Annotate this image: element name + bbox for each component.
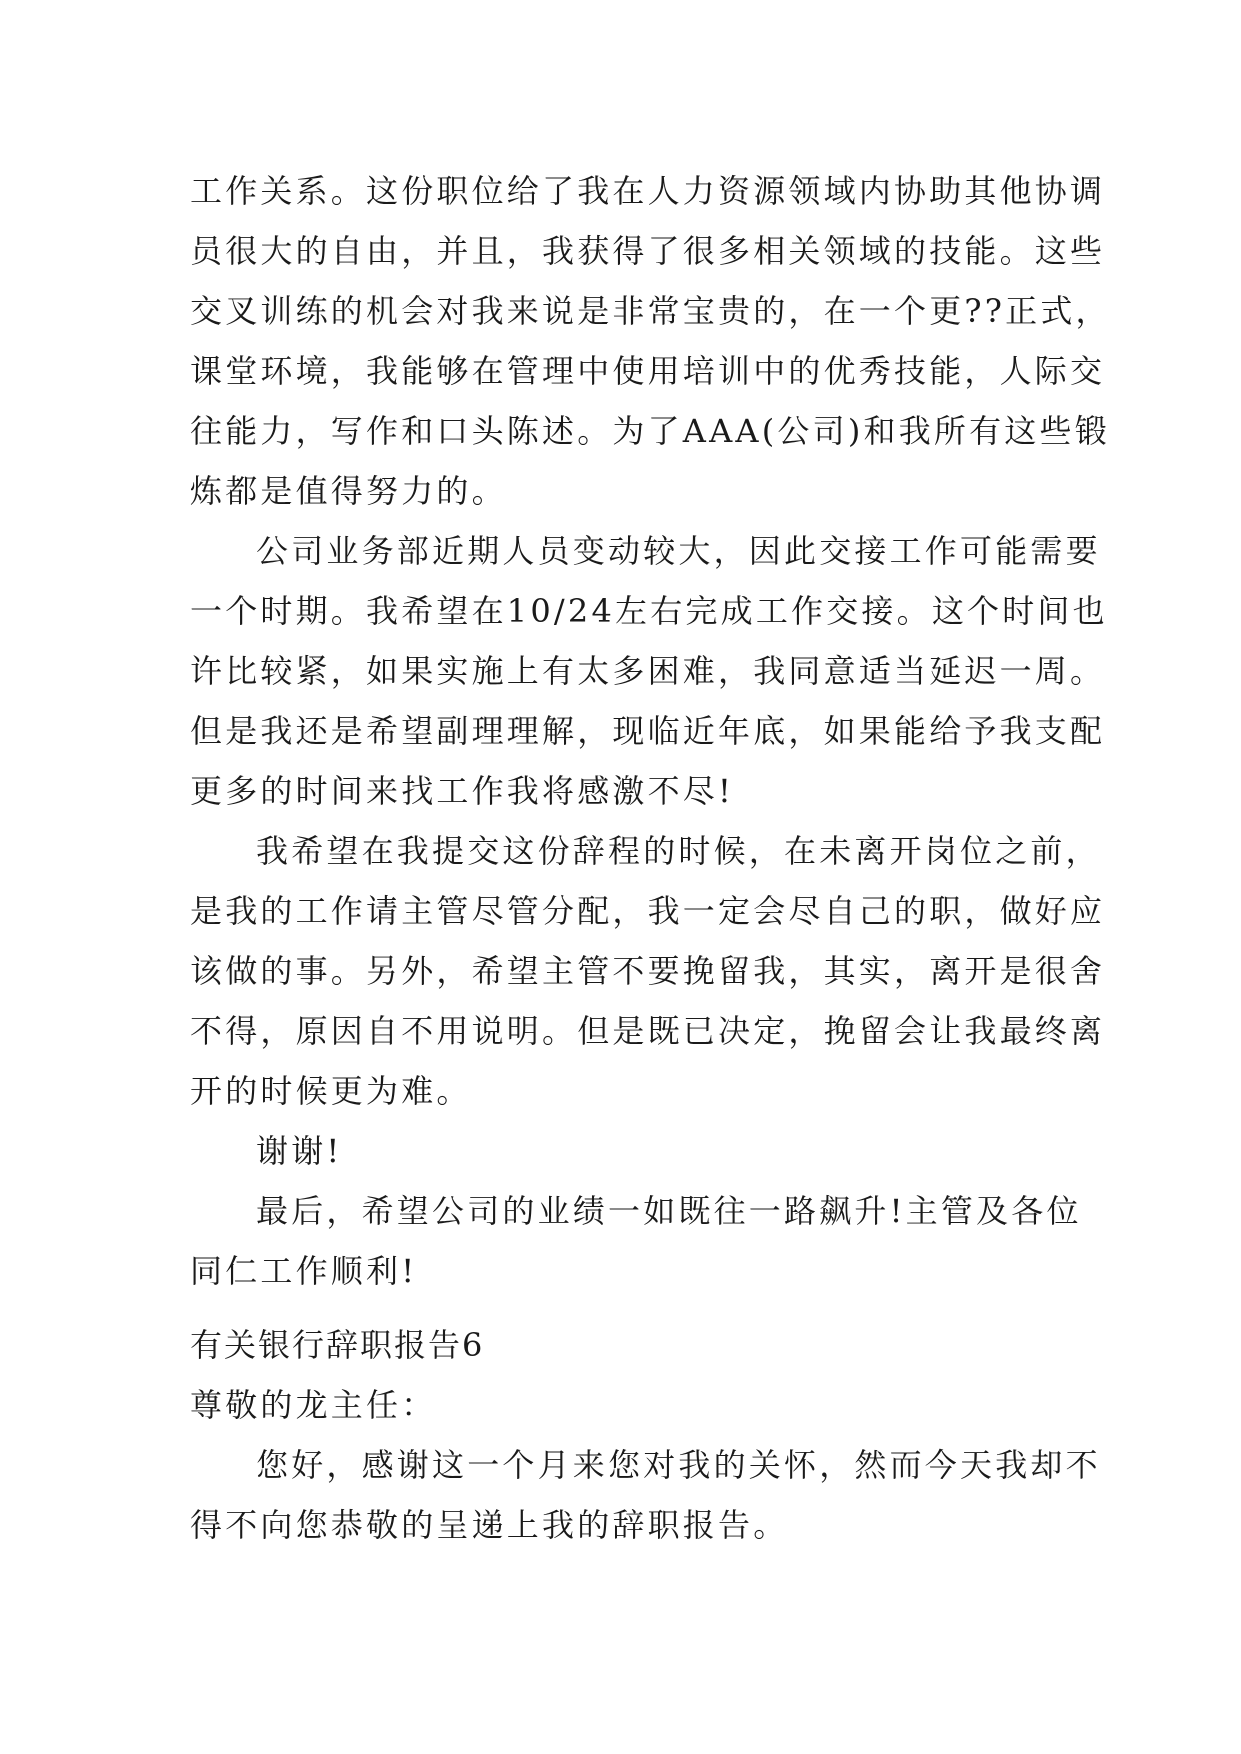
text-line: 往能力，写作和口头陈述。为了AAA(公司)和我所有这些锻: [190, 412, 1110, 450]
text-line: 最后，希望公司的业绩一如既往一路飙升!主管及各位: [256, 1192, 1082, 1230]
text-line: 课堂环境，我能够在管理中使用培训中的优秀技能，人际交: [190, 352, 1106, 390]
letter-body: [190, 161, 1111, 1301]
text-line: 得不向您恭敬的呈递上我的辞职报告。: [190, 1506, 789, 1544]
text-line: 许比较紧，如果实施上有太多困难，我同意适当延迟一周。: [190, 652, 1106, 690]
text-line: 炼都是值得努力的。: [190, 472, 507, 510]
text-line: 该做的事。另外，希望主管不要挽留我，其实，离开是很舍: [190, 952, 1106, 990]
paragraph-closing: [190, 1181, 1080, 1301]
text-line: 但是我还是希望副理理解，现临近年底，如果能给予我支配: [190, 712, 1106, 750]
text-line: 员很大的自由，并且，我获得了很多相关领域的技能。这些: [190, 232, 1106, 270]
paragraph-handover: [190, 521, 1108, 821]
text-line: 我希望在我提交这份辞程的时候，在未离开岗位之前，: [256, 832, 1101, 870]
text-line: 交叉训练的机会对我来说是非常宝贵的，在一个更??正式，: [190, 292, 1111, 330]
paragraph-hope: [190, 821, 1106, 1121]
paragraph-continued: [190, 161, 1111, 521]
text-line: 不得，原因自不用说明。但是既已决定，挽留会让我最终离: [190, 1012, 1106, 1050]
text-line: 是我的工作请主管尽管分配，我一定会尽自己的职，做好应: [190, 892, 1106, 930]
text-line: 同仁工作顺利!: [190, 1252, 418, 1290]
salutation: 尊敬的龙主任：: [190, 1386, 437, 1424]
text-line: 开的时候更为难。: [190, 1072, 472, 1110]
thanks-line: 谢谢!: [256, 1132, 343, 1170]
section-heading: 有关银行辞职报告6: [190, 1326, 485, 1364]
text-line: 更多的时间来找工作我将感激不尽!: [190, 772, 735, 810]
paragraph-opening: [190, 1435, 1101, 1555]
next-letter: [190, 1375, 1101, 1555]
text-line: 工作关系。这份职位给了我在人力资源领域内协助其他协调: [190, 172, 1106, 210]
text-line: 您好，感谢这一个月来您对我的关怀，然而今天我却不: [256, 1446, 1101, 1484]
text-line: 公司业务部近期人员变动较大，因此交接工作可能需要: [256, 532, 1101, 570]
text-line: 一个时期。我希望在10/24左右完成工作交接。这个时间也: [190, 592, 1108, 630]
